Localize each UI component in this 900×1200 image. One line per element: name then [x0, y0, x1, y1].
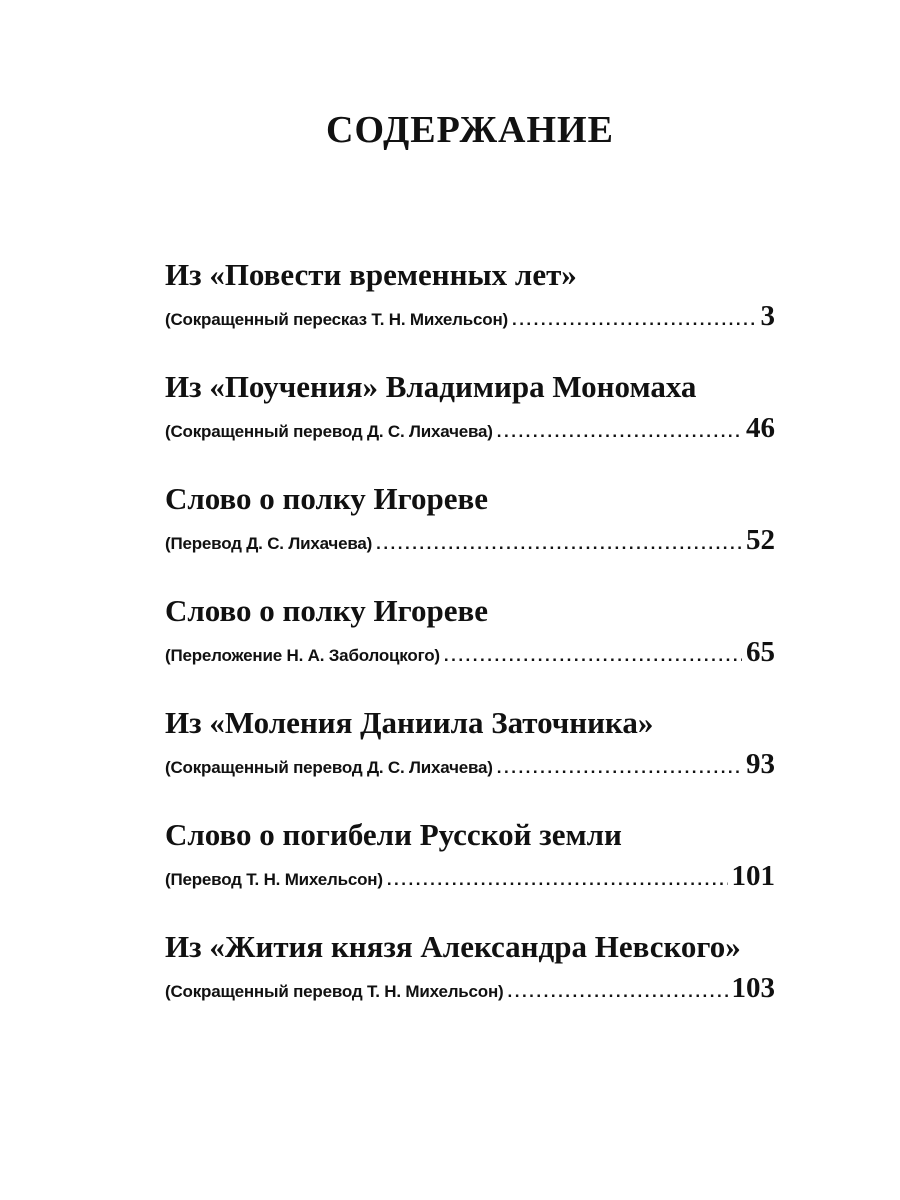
entry-title[interactable]: Из «Поучения» Владимира Мономаха	[165, 369, 697, 404]
entry-subtitle: (Сокращенный перевод Т. Н. Михельсон)	[165, 982, 504, 1001]
toc-entry[interactable]	[165, 368, 775, 480]
entry-title[interactable]: Слово о полку Игореве	[165, 593, 488, 628]
table-of-contents	[165, 256, 775, 1040]
dot-leader	[376, 534, 742, 554]
entry-line	[165, 300, 775, 333]
toc-entry[interactable]	[165, 928, 775, 1040]
dot-leader	[497, 758, 742, 778]
page-number: 3	[760, 300, 775, 332]
entry-line	[165, 636, 775, 669]
dot-leader	[444, 646, 742, 666]
entry-subtitle: (Перевод Т. Н. Михельсон)	[165, 870, 383, 889]
page-number: 101	[731, 860, 775, 892]
page-number: 46	[746, 412, 775, 444]
entry-subtitle: (Сокращенный перевод Д. С. Лихачева)	[165, 422, 493, 441]
entry-title[interactable]: Слово о полку Игореве	[165, 481, 488, 516]
toc-entry[interactable]	[165, 592, 775, 704]
page-number: 52	[746, 524, 775, 556]
entry-title[interactable]: Слово о погибели Русской земли	[165, 817, 622, 852]
page-number: 103	[731, 972, 775, 1004]
entry-subtitle: (Переложение Н. А. Заболоцкого)	[165, 646, 440, 665]
page-number: 65	[746, 636, 775, 668]
entry-line	[165, 972, 775, 1005]
entry-title[interactable]: Из «Жития князя Александра Невского»	[165, 929, 741, 964]
page-title: СОДЕРЖАНИЕ	[326, 109, 614, 151]
entry-line	[165, 860, 775, 893]
dot-leader	[497, 422, 742, 442]
page-number: 93	[746, 748, 775, 780]
entry-line	[165, 748, 775, 781]
entry-line	[165, 524, 775, 557]
dot-leader	[508, 982, 728, 1002]
toc-entry[interactable]	[165, 480, 775, 592]
entry-subtitle: (Перевод Д. С. Лихачева)	[165, 534, 373, 553]
entry-subtitle: (Сокращенный перевод Д. С. Лихачева)	[165, 758, 493, 777]
dot-leader	[512, 310, 757, 330]
entry-title[interactable]: Из «Повести временных лет»	[165, 257, 577, 292]
dot-leader	[387, 870, 728, 890]
entry-subtitle: (Сокращенный пересказ Т. Н. Михельсон)	[165, 310, 508, 329]
toc-entry[interactable]	[165, 816, 775, 928]
toc-entry[interactable]	[165, 704, 775, 816]
entry-title[interactable]: Из «Моления Даниила Заточника»	[165, 705, 654, 740]
entry-line	[165, 412, 775, 445]
toc-entry[interactable]	[165, 256, 775, 368]
